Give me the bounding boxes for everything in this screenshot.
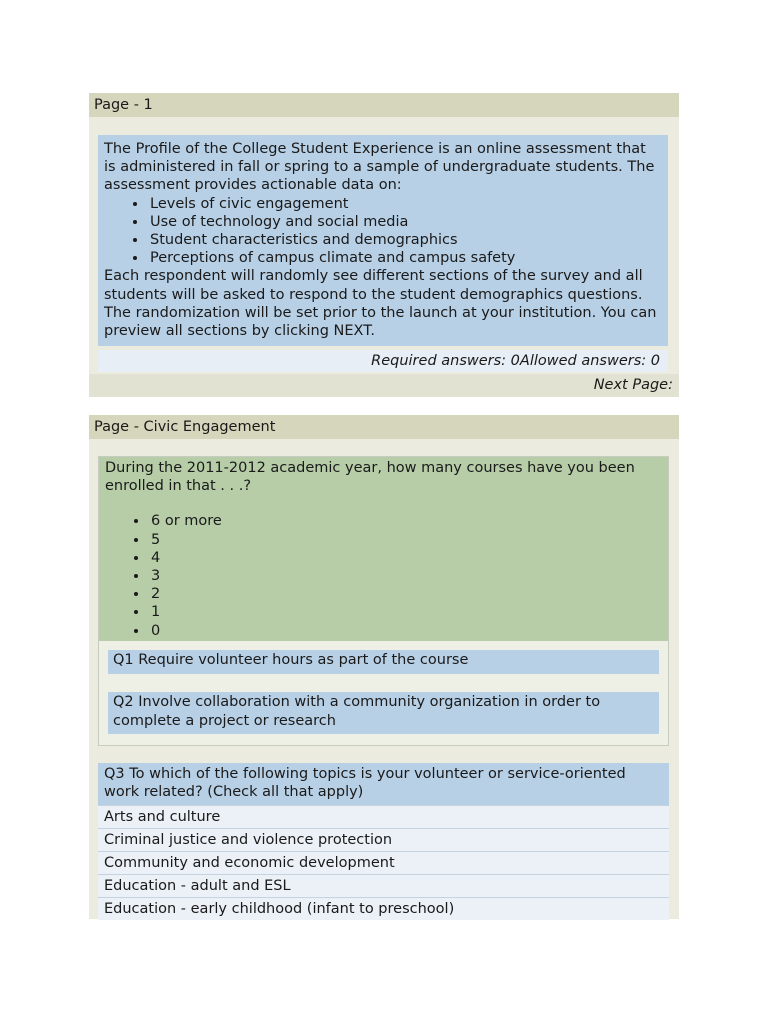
required-answers: Required answers: 0 [371, 353, 520, 369]
topic-item: • Student characteristics and demographics [148, 231, 662, 249]
next-page-link[interactable]: Next Page: [89, 374, 679, 397]
checkbox-option[interactable]: Criminal justice and violence protection [98, 828, 669, 851]
question-q3 [98, 763, 669, 920]
answer-option[interactable]: • 2 [149, 585, 662, 603]
answer-option[interactable]: • 0 [149, 622, 662, 640]
page-header: Page - 1 [89, 93, 679, 117]
question-text: Q3 To which of the following topics is your volunteer or service-oriented work related? (Check all that apply) [98, 763, 669, 805]
intro-panel [98, 135, 668, 346]
page-header: Page - Civic Engagement [89, 415, 679, 439]
answer-option[interactable]: • 1 [149, 603, 662, 621]
checkbox-option[interactable]: Arts and culture [98, 805, 669, 828]
matrix-question [98, 456, 669, 746]
checkbox-option[interactable]: Education - early childhood (infant to preschool) [98, 897, 669, 920]
question-text: During the 2011-2012 academic year, how many courses have you been enrolled in that . . .? [105, 460, 635, 495]
topic-item: • Levels of civic engagement [148, 195, 662, 213]
answer-option[interactable]: • 3 [149, 567, 662, 585]
intro-text: The Profile of the College Student Experience is an online assessment that is administered in fall or spring to a sample of undergraduate students. The assessment provides actionable data on: [104, 141, 655, 194]
checkbox-option[interactable]: Education - adult and ESL [98, 874, 669, 897]
answer-options [105, 512, 662, 639]
answer-option[interactable]: • 6 or more [149, 512, 662, 530]
topic-item: • Perceptions of campus climate and campus safety [148, 249, 662, 267]
answer-option[interactable]: • 5 [149, 531, 662, 549]
allowed-answers: Allowed answers: 0 [519, 353, 660, 369]
sub-question-q2: Q2 Involve collaboration with a community organization in order to complete a project or research [108, 692, 659, 734]
closing-text: Each respondent will randomly see different sections of the survey and all students will be asked to respond to the student demographics questions. The randomization will be set prior to the launch at your institution. You can preview all sections by clicking NEXT. [104, 268, 657, 340]
topic-item: • Use of technology and social media [148, 213, 662, 231]
answer-option[interactable]: • 4 [149, 549, 662, 567]
answers-info [98, 350, 668, 372]
matrix-question-panel [99, 457, 668, 641]
checkbox-option[interactable]: Community and economic development [98, 851, 669, 874]
survey-page-civic-engagement [89, 415, 679, 919]
survey-page-1 [89, 93, 679, 397]
sub-question-q1: Q1 Require volunteer hours as part of the course [108, 650, 659, 674]
topic-list [104, 195, 662, 268]
